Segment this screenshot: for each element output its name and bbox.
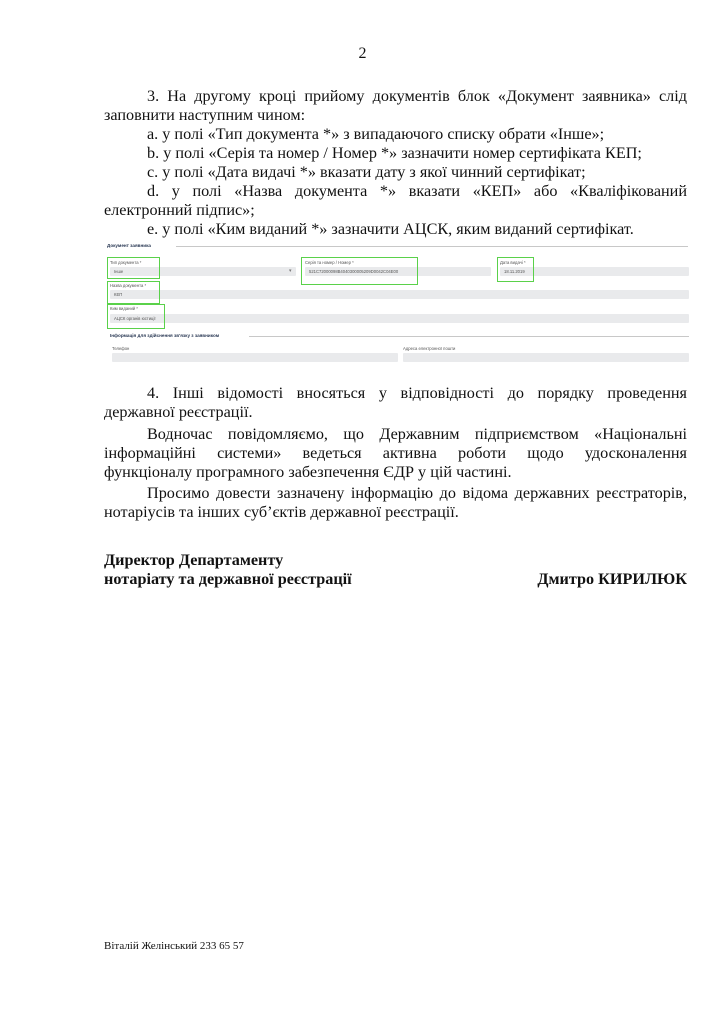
highlight-issued-by — [107, 304, 165, 329]
item3-sub-b: b. у полі «Серія та номер / Номер *» зазначити номер сертифіката КЕП; — [147, 144, 642, 162]
item3-sub-e: e. у полі «Ким виданий *» зазначити АЦСК, яким виданий сертифікат. — [147, 220, 634, 238]
item3-sub-c: c. у полі «Дата видачі *» вказати дату з якої чинний сертифікат; — [147, 163, 586, 181]
serial-label: Серія та номер / Номер * — [305, 260, 354, 265]
item4-line2: державної реєстрації. — [104, 403, 253, 421]
page-number: 2 — [358, 45, 367, 62]
section-divider — [249, 336, 689, 337]
notice-line1: Водночас повідомляємо, що Державним підприємством «Національні — [147, 425, 687, 443]
phone-label: Телефон — [112, 346, 130, 351]
issue-date-label: Дата видачі * — [500, 260, 526, 265]
issue-date-input[interactable]: 18.11.2019 — [500, 267, 689, 276]
signature-position-line2: нотаріату та державної реєстрації — [104, 570, 352, 588]
signature-position-line1: Директор Департаменту — [104, 551, 284, 569]
issued-by-input[interactable]: АЦСК органів юстиції — [110, 314, 689, 323]
doc-name-input[interactable]: КЕП — [110, 290, 689, 299]
section-title-contact-info: Інформація для здійснення зв'язку з заявником — [110, 333, 220, 338]
item3-line1: 3. На другому кроці прийому документів блок «Документ заявника» слід — [147, 87, 687, 105]
doc-name-label: Назва документа * — [110, 283, 147, 288]
signature-name: Дмитро КИРИЛЮК — [537, 570, 687, 588]
highlight-issue-date — [497, 257, 534, 282]
doc-type-select[interactable]: Інше — [110, 267, 296, 276]
notice-line2: інформаційні системи» ведеться активна роботи щодо удосконалення — [104, 444, 687, 462]
section-title-applicant-document: Документ заявника — [107, 243, 151, 248]
section-divider — [176, 246, 688, 247]
request-line1: Просимо довести зазначену інформацію до відома державних реєстраторів, — [147, 484, 687, 502]
email-label: Адреса електронної пошти — [403, 346, 456, 351]
item4-line1: 4. Інші відомості вносяться у відповідності до порядку проведення — [147, 384, 687, 402]
serial-input[interactable]: 521C72000098B4040300005209D0042C04E00 — [305, 267, 491, 276]
notice-line3: функціоналу програмного забезпечення ЄДР у цій частині. — [104, 463, 512, 481]
item3-sub-d-cont: електронний підпис»; — [104, 201, 255, 219]
highlight-doc-name — [107, 281, 160, 304]
issued-by-label: Ким виданий * — [110, 306, 138, 311]
chevron-down-icon: ▾ — [289, 268, 292, 274]
highlight-doc-type — [107, 257, 160, 279]
doc-type-label: Тип документа * — [110, 260, 142, 265]
item3-sub-d: d. у полі «Назва документа *» вказати «КЕП» або «Кваліфікований — [147, 182, 687, 200]
executor-contact: Віталій Желінський 233 65 57 — [104, 940, 244, 952]
applicant-document-form — [104, 240, 689, 368]
highlight-serial — [301, 257, 418, 285]
request-line2: нотаріусів та інших суб’єктів державної реєстрації. — [104, 503, 459, 521]
item3-sub-a: a. у полі «Тип документа *» з випадаючого списку обрати «Інше»; — [147, 125, 605, 143]
item3-line2: заповнити наступним чином: — [104, 106, 306, 124]
phone-input[interactable] — [112, 353, 398, 362]
email-input[interactable] — [403, 353, 689, 362]
